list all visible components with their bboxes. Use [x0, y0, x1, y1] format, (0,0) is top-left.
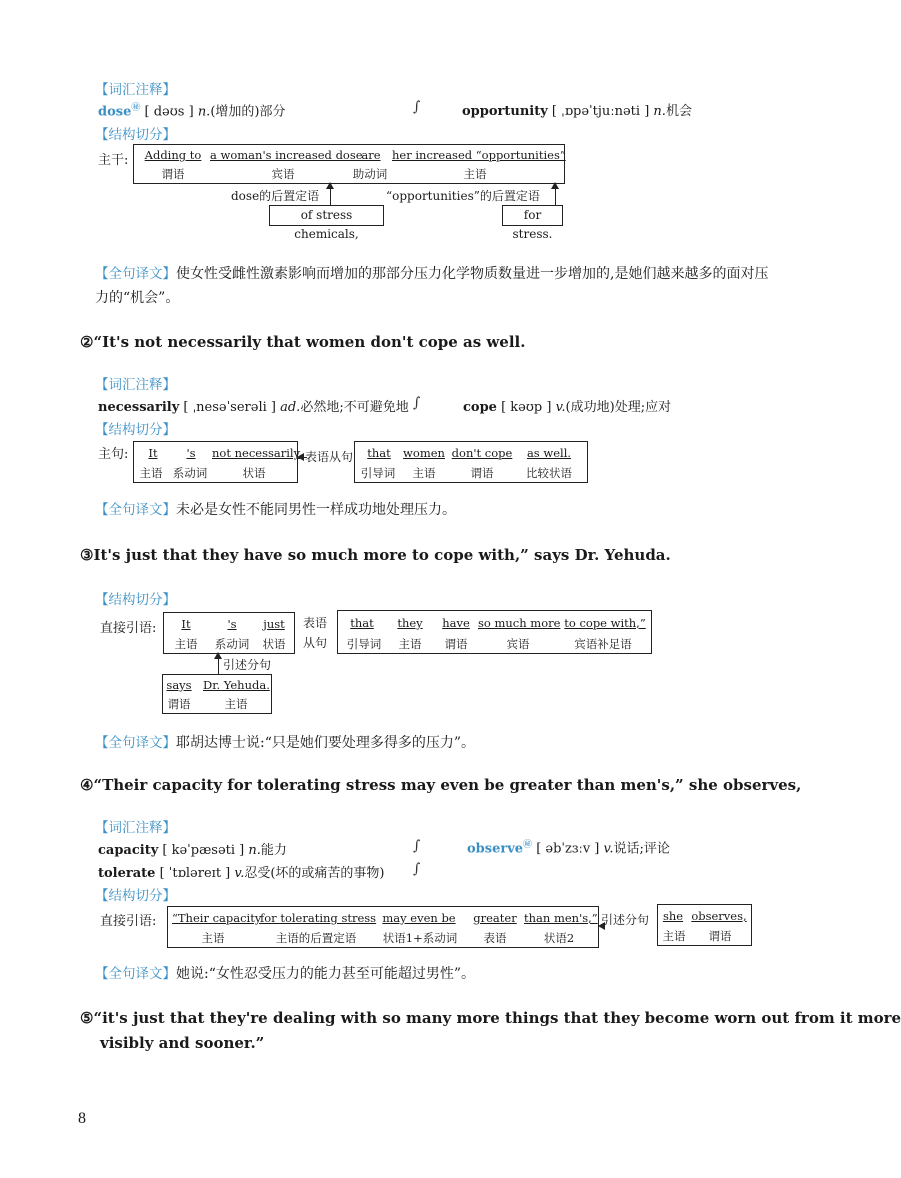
cell: says [166, 678, 192, 692]
cell: for tolerating stress [260, 911, 377, 925]
vocab-entry-necessarily [98, 396, 409, 415]
pos: v. [603, 841, 614, 857]
translation-label: 【全句译文】 [95, 966, 176, 982]
structure-label: 【结构切分】 [95, 888, 176, 904]
link-label: 从句 [303, 636, 328, 650]
role-label: 主语的后置定语 [275, 931, 357, 945]
cell: so much more [478, 616, 561, 630]
cell: to cope with,” [564, 616, 646, 630]
structure-box [162, 674, 272, 714]
pos: v. [555, 400, 566, 415]
note: dose的后置定语 [231, 189, 320, 203]
sentence-heading-line2: visibly and sooner.” [100, 1034, 265, 1052]
role-label: 谓语 [167, 697, 191, 711]
separator-icon: ∫ [413, 395, 421, 411]
role-label: 引导词 [346, 637, 382, 651]
role-label: 主语 [139, 466, 163, 480]
link-label: 表语 [303, 616, 328, 630]
structure-label: 【结构切分】 [95, 127, 176, 143]
role-label: 谓语 [708, 929, 732, 943]
cell: just [263, 617, 285, 631]
pos: v. [234, 866, 245, 881]
vocab-entry-tolerate [98, 862, 384, 881]
translation-paragraph [95, 262, 775, 310]
connector-line [218, 658, 219, 674]
key-mark-icon: ㊙ [131, 103, 141, 113]
pos: n. [197, 104, 211, 120]
vocab-entry-capacity [98, 839, 287, 858]
cell: 's [186, 446, 196, 460]
definition: 说话;评论 [613, 841, 670, 857]
role-label: 助动词 [352, 167, 388, 181]
role-label: 主语 [662, 929, 686, 943]
pos: n. [248, 843, 261, 858]
note: “opportunities”的后置定语 [386, 189, 540, 203]
definition: 能力 [260, 843, 287, 858]
cell: 's [227, 617, 237, 631]
vocab-word: capacity [98, 843, 159, 858]
vocab-label: 【词汇注释】 [95, 820, 176, 836]
vocab-entry-cope [463, 396, 671, 415]
cell: not necessarily [212, 446, 301, 460]
role-label: 系动词 [214, 637, 250, 651]
role-label: 谓语 [444, 637, 468, 651]
link-label: 表语从句 [305, 450, 354, 464]
role-label: 宾语 [271, 167, 295, 181]
structure-label: 【结构切分】 [95, 592, 176, 608]
definition: 必然地;不可避免地 [300, 400, 409, 415]
role-label: 谓语 [470, 466, 494, 480]
vocab-word: tolerate [98, 866, 156, 881]
vocab-word: cope [463, 400, 497, 415]
role-label: 系动词 [172, 466, 208, 480]
phonetic: [ kəʊp ] [501, 400, 552, 415]
phonetic: [ əbˈzɜːv ] [536, 841, 600, 857]
translation-paragraph [95, 962, 475, 983]
translation-text: 使女性受雌性激素影响而增加的那部分压力化学物质数量进一步增加的,是她们越来越多的面对压力的“机会”。 [95, 266, 769, 306]
report-clause-label: 引述分句 [601, 913, 650, 927]
phonetic: [ ˌɒpəˈtjuːnəti ] [551, 104, 650, 119]
main-clause-label: 主干: [98, 153, 129, 168]
role-label: 主语 [201, 931, 225, 945]
cell: may even be [382, 911, 456, 925]
structure-box [133, 441, 301, 483]
cell: women [403, 446, 445, 460]
translation-text: 她说:“女性忍受压力的能力甚至可能超过男性”。 [176, 966, 476, 982]
role-label: 谓语 [161, 167, 185, 181]
role-label: 状语 [262, 637, 286, 651]
cell: observes, [691, 909, 747, 923]
vocab-word: opportunity [462, 104, 548, 119]
modifier-box: for stress. [502, 205, 563, 226]
translation-text: 未必是女性不能同男性一样成功地处理压力。 [176, 502, 456, 518]
cell: Adding to [144, 148, 202, 162]
role-label: 主语 [224, 697, 248, 711]
translation-label: 【全句译文】 [95, 502, 176, 518]
vocab-word: necessarily [98, 400, 180, 415]
role-label: 宾语 [506, 637, 530, 651]
role-label: 状语2 [543, 931, 575, 945]
translation-paragraph [95, 731, 475, 752]
definition: 忍受(坏的或痛苦的事物) [244, 866, 385, 881]
cell: her increased “opportunities” [392, 148, 566, 162]
translation-label: 【全句译文】 [95, 266, 176, 282]
structure-box [163, 612, 295, 654]
role-label: 状语 [242, 466, 266, 480]
translation-paragraph [95, 498, 456, 519]
structure-box [337, 610, 652, 654]
vocab-entry-dose [98, 100, 285, 119]
cell: It [148, 446, 158, 460]
cell: have [442, 616, 470, 630]
role-label: 主语 [398, 637, 422, 651]
cell: don't cope [451, 446, 513, 460]
vocab-entry-observe [467, 837, 670, 856]
page-number: 8 [78, 1110, 86, 1127]
role-label: 宾语补足语 [574, 637, 632, 651]
sentence-heading: ④“Their capacity for tolerating stress may even be greater than men's,” she observes, [80, 776, 802, 794]
cell: Dr. Yehuda. [203, 678, 270, 692]
role-label: 比较状语 [526, 466, 572, 480]
report-clause-label: 引述分句 [223, 658, 272, 672]
cell: as well. [526, 446, 572, 460]
vocab-entry-opportunity [462, 100, 692, 119]
separator-icon: ∫ [413, 861, 421, 877]
modifier-box: of stress chemicals, [269, 205, 384, 226]
cell: “Their capacity [172, 911, 262, 925]
cell: that [350, 616, 374, 630]
cell: she [662, 909, 684, 923]
structure-label: 【结构切分】 [95, 422, 176, 438]
translation-text: 耶胡达博士说:“只是她们要处理多得多的压力”。 [176, 735, 476, 751]
cell: a woman's increased dose [210, 148, 363, 162]
role-label: 表语 [483, 931, 507, 945]
role-label: 主语 [463, 167, 487, 181]
sentence-heading-line1: ⑤“it's just that they're dealing with so many more things that they become worn out from it more [80, 1009, 901, 1027]
direct-quote-label: 直接引语: [100, 914, 157, 929]
connector-line [555, 188, 556, 206]
pos: ad. [280, 400, 301, 415]
connector-line [330, 188, 331, 206]
structure-box [657, 904, 752, 946]
structure-box [167, 906, 599, 948]
role-label: 状语1+系动词 [382, 931, 458, 945]
vocab-label: 【词汇注释】 [95, 377, 176, 393]
translation-label: 【全句译文】 [95, 735, 176, 751]
cell: It [181, 617, 191, 631]
cell: greater [473, 911, 517, 925]
cell: that [367, 446, 391, 460]
separator-icon: ∫ [413, 99, 421, 115]
vocab-label: 【词汇注释】 [95, 82, 176, 98]
main-clause-label: 主句: [98, 447, 129, 462]
structure-box [354, 441, 588, 483]
phonetic: [ kəˈpæsəti ] [162, 843, 245, 858]
pos: n. [653, 104, 666, 119]
cell: than men's,” [524, 911, 598, 925]
definition: 机会 [665, 104, 692, 119]
direct-quote-label: 直接引语: [100, 621, 157, 636]
key-mark-icon: ㊙ [523, 840, 533, 850]
structure-box [133, 144, 565, 184]
vocab-word: dose [98, 104, 132, 120]
definition: (增加的)部分 [210, 104, 286, 120]
cell: are [361, 148, 381, 162]
role-label: 引导词 [360, 466, 396, 480]
role-label: 主语 [174, 637, 198, 651]
role-label: 主语 [412, 466, 436, 480]
vocab-word: observe [467, 841, 524, 857]
phonetic: [ dəʊs ] [144, 104, 194, 120]
definition: (成功地)处理;应对 [565, 400, 672, 415]
cell: they [397, 616, 423, 630]
sentence-heading: ③It's just that they have so much more to cope with,” says Dr. Yehuda. [80, 546, 671, 564]
sentence-heading: ②“It's not necessarily that women don't cope as well. [80, 333, 526, 351]
phonetic: [ ˈtɒləreɪt ] [159, 866, 231, 881]
separator-icon: ∫ [413, 838, 421, 854]
phonetic: [ ˌnesəˈserəli ] [183, 400, 276, 415]
